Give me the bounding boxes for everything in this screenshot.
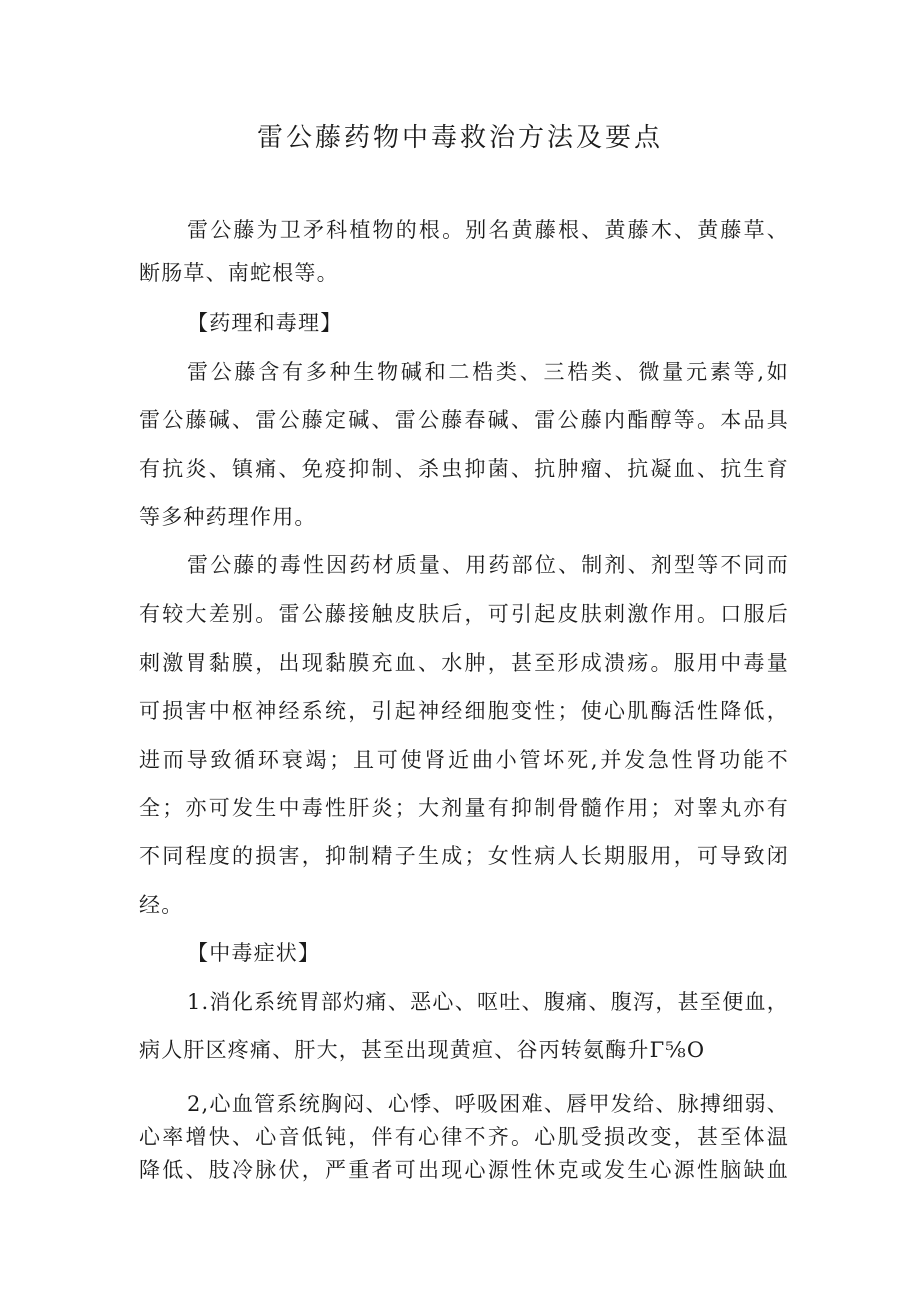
document-title: 雷公藤药物中毒救治方法及要点 xyxy=(256,123,663,153)
symptoms-item2-line-3: 降低、肢冷脉伏，严重者可出现心源性休克或发生心源性脑缺血 xyxy=(139,1158,789,1182)
pharmacology-para2-line-2: 有较大差别。雷公藤接触皮肤后，可引起皮肤刺激作用。口服后 xyxy=(139,602,789,626)
symptoms-item1-line-2: 病人肝区疼痛、肝大，甚至出现黄疸、谷丙转氨酶升Γ⅝O xyxy=(139,1038,706,1062)
pharmacology-para2-line-5: 进而导致循环衰竭；且可使肾近曲小管坏死,并发急性肾功能不 xyxy=(139,748,789,772)
pharmacology-para2-line-6: 全；亦可发生中毒性肝炎；大剂量有抑制骨髓作用；对睾丸亦有 xyxy=(139,796,789,820)
symptoms-item2-line-1: 2,心血管系统胸闷、心悸、呼吸困难、唇甲发给、脉搏细弱、 xyxy=(187,1092,789,1116)
pharmacology-para1-line-3: 有抗炎、镇痛、免疫抑制、杀虫抑菌、抗肿瘤、抗凝血、抗生育 xyxy=(139,457,789,481)
pharmacology-para1-line-4: 等多种药理作用。 xyxy=(139,505,317,529)
pharmacology-para2-line-3: 刺激胃黏膜，出现黏膜充血、水肿，甚至形成溃疡。服用中毒量 xyxy=(139,651,789,675)
symptoms-item2-line-2: 心率增快、心音低钝，伴有心律不齐。心肌受损改变，甚至体温 xyxy=(139,1125,789,1149)
pharmacology-para2-line-8: 经。 xyxy=(139,893,184,917)
pharmacology-para1-line-1: 雷公藤含有多种生物碱和二梏类、三梏类、微量元素等,如 xyxy=(187,360,789,384)
pharmacology-para2-line-4: 可损害中枢神经系统，引起神经细胞变性；使心肌酶活性降低， xyxy=(139,699,789,723)
section-heading-symptoms: 【中毒症状】 xyxy=(187,941,321,965)
intro-line-2: 断肠草、南蛇根等。 xyxy=(139,261,339,285)
symptoms-item1-line-1: 1.消化系统胃部灼痛、恶心、呕吐、腹痛、腹泻，甚至便血， xyxy=(187,990,789,1014)
pharmacology-para2-line-7: 不同程度的损害，抑制精子生成；女性病人长期服用，可导致闭 xyxy=(139,844,789,868)
intro-line-1: 雷公藤为卫矛科植物的根。别名黄藤根、黄藤木、黄藤草、 xyxy=(187,218,789,242)
pharmacology-para1-line-2: 雷公藤碱、雷公藤定碱、雷公藤春碱、雷公藤内酯醇等。本品具 xyxy=(139,408,789,432)
section-heading-pharmacology: 【药理和毒理】 xyxy=(187,311,343,335)
pharmacology-para2-line-1: 雷公藤的毒性因药材质量、用药部位、制剂、剂型等不同而 xyxy=(187,553,789,577)
